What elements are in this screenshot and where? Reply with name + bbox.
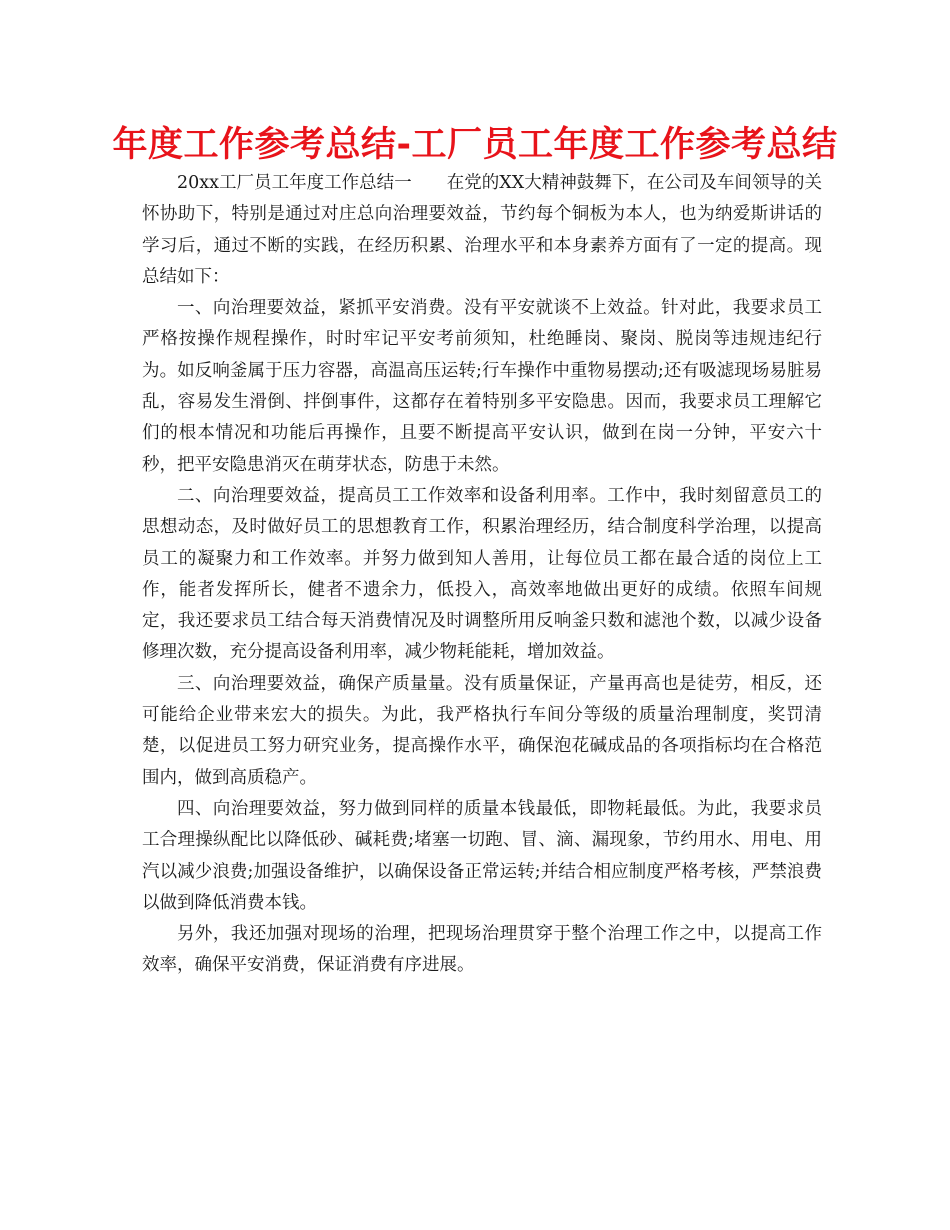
paragraph-site-management: 另外，我还加强对现场的治理，把现场治理贯穿于整个治理工作之中，以提高工作效率，确保平安消费，保证消费有序进展。	[142, 924, 822, 976]
paragraph-quality: 三、向治理要效益，确保产质量量。没有质量保证，产量再高也是徒劳，相反，还可能给企业带来宏大的损失。为此，我严格执行车间分等级的质量治理制度，奖罚清楚，以促进员工努力研究业务，提高操作水平，确保泡花碱成品的各项指标均在合格范围内，做到高质稳产。	[142, 673, 822, 788]
paragraph-efficiency: 二、向治理要效益，提高员工工作效率和设备利用率。工作中，我时刻留意员工的思想动态，及时做好员工的思想教育工作，积累治理经历，结合制度科学治理，以提高员工的凝聚力和工作效率。并努力做到知人善用，让每位员工都在最合适的岗位上工作，能者发挥所长，健者不遗余力，低投入，高效率地做出更好的成绩。依照车间规定，我还要求员工结合每天消费情况及时调整所用反响釜只数和滤池个数，以减少设备修理次数，充分提高设备利用率，减少物耗能耗，增加效益。	[142, 485, 822, 663]
document-title: 年度工作参考总结-工厂员工年度工作参考总结	[112, 125, 838, 165]
paragraph-safety: 一、向治理要效益，紧抓平安消费。没有平安就谈不上效益。针对此，我要求员工严格按操作规程操作，时时牢记平安考前须知，杜绝睡岗、聚岗、脱岗等违规违纪行为。如反响釜属于压力容器，高温高压运转;行车操作中重物易摆动;还有吸滤现场易脏易乱，容易发生滑倒、拌倒事件，这都存在着特别多平安隐患。因而，我要求员工理解它们的根本情况和功能后再操作，且要不断提高平安认识，做到在岗一分钟，平安六十秒，把平安隐患消灭在萌芽状态，防患于未然。	[142, 298, 822, 475]
paragraph-intro: 20xx工厂员工年度工作总结一 在党的XX大精神鼓舞下，在公司及车间领导的关怀协助下，特别是通过对庄总向治理要效益，节约每个铜板为本人，也为纳爱斯讲话的学习后，通过不断的实践，在经历积累、治理水平和本身素养方面有了一定的提高。现总结如下：	[142, 173, 822, 287]
paragraph-cost: 四、向治理要效益，努力做到同样的质量本钱最低，即物耗最低。为此，我要求员工合理操纵配比以降低砂、碱耗费;堵塞一切跑、冒、滴、漏现象，节约用水、用电、用汽以减少浪费;加强设备维护，以确保设备正常运转;并结合相应制度严格考核，严禁浪费以做到降低消费本钱。	[142, 798, 822, 913]
document-body	[142, 168, 822, 982]
